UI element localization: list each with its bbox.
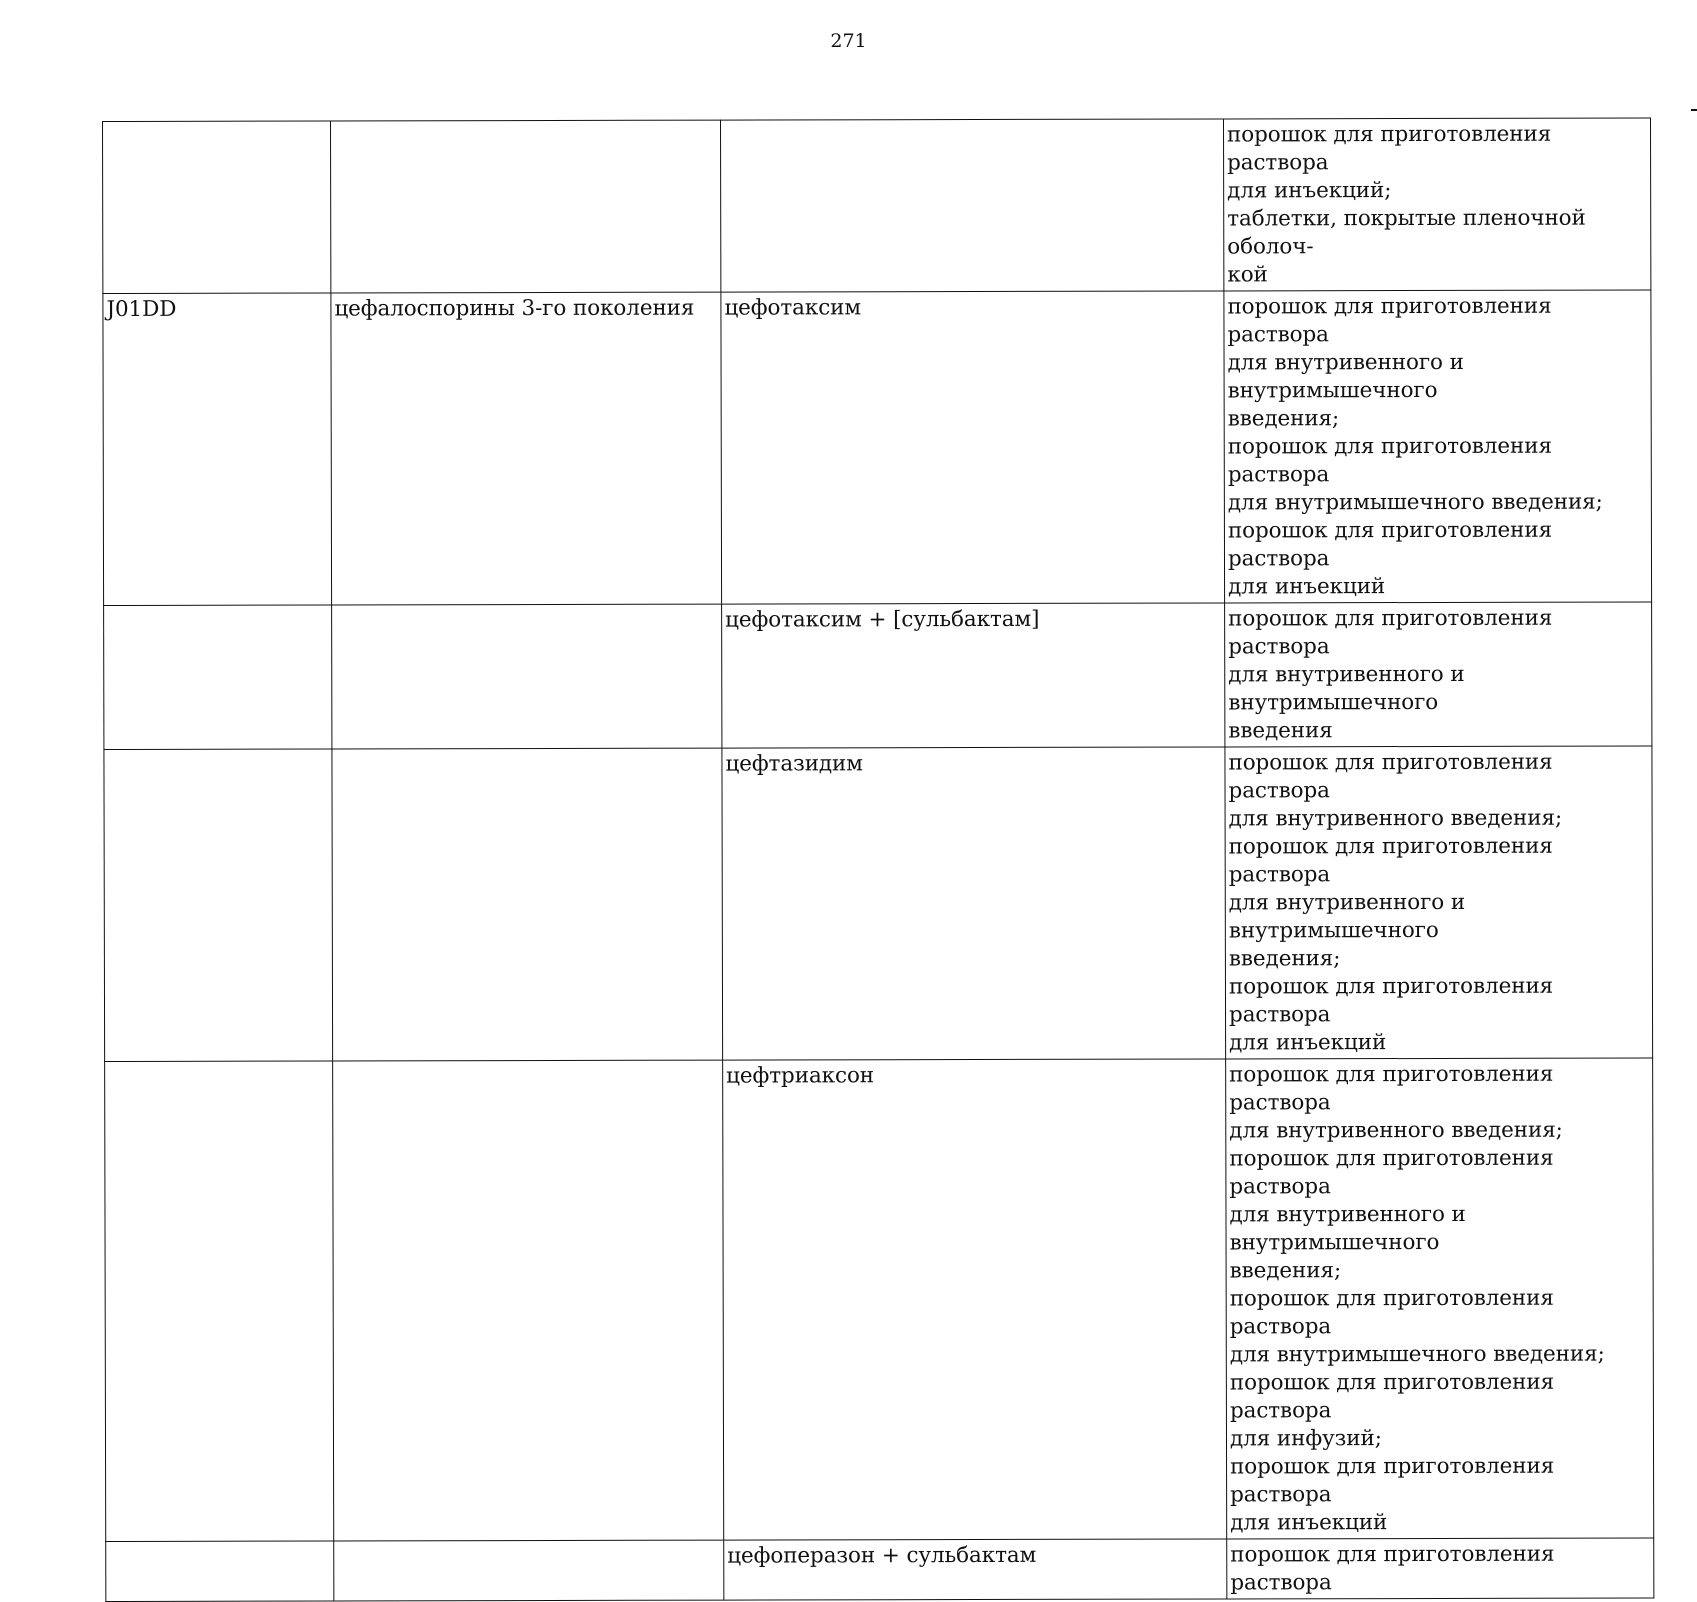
dosage-form-line: порошок для приготовления раствора (1228, 973, 1554, 1028)
dosage-form-cell (1223, 118, 1650, 291)
dosage-form-line: для внутривенного введения; (1228, 805, 1563, 832)
group-name-cell: цефалоспорины 3-го поколения (331, 292, 722, 605)
dosage-form-cell (1224, 290, 1652, 603)
drug-name-cell: цефотаксим + [сульбактам] (722, 603, 1225, 748)
table-row (103, 290, 1652, 606)
dosage-form-line: введения; (1229, 1258, 1342, 1284)
dosage-form-cell (1225, 602, 1652, 747)
atc-code-cell (105, 1061, 334, 1542)
dosage-form-line: кой (1227, 262, 1268, 288)
group-name-cell (332, 748, 723, 1061)
group-name-cell (332, 604, 722, 749)
drug-name-cell: цефотаксим (721, 291, 1225, 604)
atc-code-cell (103, 121, 331, 294)
edge-mark (1691, 109, 1697, 111)
page-number: 271 (830, 30, 867, 52)
dosage-form-line: порошок для приготовления раствора (1228, 605, 1553, 660)
table-row (105, 1058, 1654, 1542)
atc-code-cell (104, 749, 333, 1062)
table-row (106, 1538, 1654, 1602)
dosage-form-line: таблетки, покрытые пленочной оболоч- (1227, 205, 1586, 260)
drug-name-cell: цефтазидим (722, 747, 1226, 1060)
dosage-form-line: для внутривенного и внутримышечного (1227, 349, 1464, 404)
dosage-form-line: порошок для приготовления раствора (1229, 1285, 1554, 1340)
atc-code-cell: J01DD (103, 293, 332, 606)
dosage-form-line: для инъекций; (1227, 178, 1392, 204)
drug-name-cell: цефтриаксон (723, 1059, 1227, 1540)
dosage-form-line: порошок для приготовления раствора (1228, 749, 1553, 804)
dosage-form-line: для внутривенного введения; (1229, 1117, 1563, 1144)
dosage-form-line: для внутривенного и внутримышечного (1228, 661, 1465, 716)
dosage-form-line: для внутривенного и внутримышечного (1228, 889, 1466, 944)
dosage-form-line: для инфузий; (1229, 1426, 1382, 1452)
dosage-form-line: для внутримышечного введения; (1229, 1341, 1605, 1368)
table-row (104, 746, 1653, 1062)
dosage-form-line: порошок для приготовления раствора (1229, 1369, 1555, 1424)
group-name-cell (331, 120, 721, 293)
drug-name-cell: цефоперазон + сульбактам (724, 1539, 1227, 1600)
dosage-form-line: порошок для приготовления раствора (1230, 1453, 1555, 1508)
dosage-form-line: порошок для приготовления раствора (1230, 1541, 1555, 1596)
dosage-form-line: для инъекций (1230, 1510, 1388, 1536)
dosage-form-line: введения; (1228, 946, 1341, 972)
dosage-form-line: порошок для приготовления раствора (1227, 517, 1553, 572)
table-body (103, 118, 1654, 1602)
table-row (104, 602, 1652, 750)
dosage-form-line: порошок для приготовления раствора (1227, 433, 1552, 488)
medicine-table (102, 117, 1654, 1602)
dosage-form-line: введения; (1227, 406, 1340, 432)
dosage-form-cell (1226, 1058, 1654, 1539)
dosage-form-line: порошок для приготовления раствора (1227, 121, 1552, 176)
drug-name-cell (720, 119, 1223, 292)
dosage-form-cell (1227, 1538, 1654, 1599)
group-name-cell (334, 1540, 724, 1601)
dosage-form-line: порошок для приготовления раствора (1229, 1145, 1554, 1200)
dosage-form-line: порошок для приготовления раствора (1227, 293, 1552, 348)
dosage-form-line: порошок для приготовления раствора (1228, 833, 1553, 888)
dosage-form-cell (1225, 746, 1653, 1059)
dosage-form-line: для внутримышечного введения; (1227, 489, 1603, 516)
dosage-form-line: для инъекций (1229, 1030, 1387, 1056)
dosage-form-line: для внутривенного и внутримышечного (1229, 1201, 1466, 1256)
atc-code-cell (104, 605, 332, 750)
table-row (103, 118, 1651, 294)
dosage-form-line: порошок для приготовления раствора (1229, 1061, 1554, 1116)
atc-code-cell (106, 1541, 334, 1602)
dosage-form-line: для инъекций (1228, 574, 1386, 600)
dosage-form-line: введения (1228, 718, 1333, 744)
group-name-cell (333, 1060, 724, 1541)
